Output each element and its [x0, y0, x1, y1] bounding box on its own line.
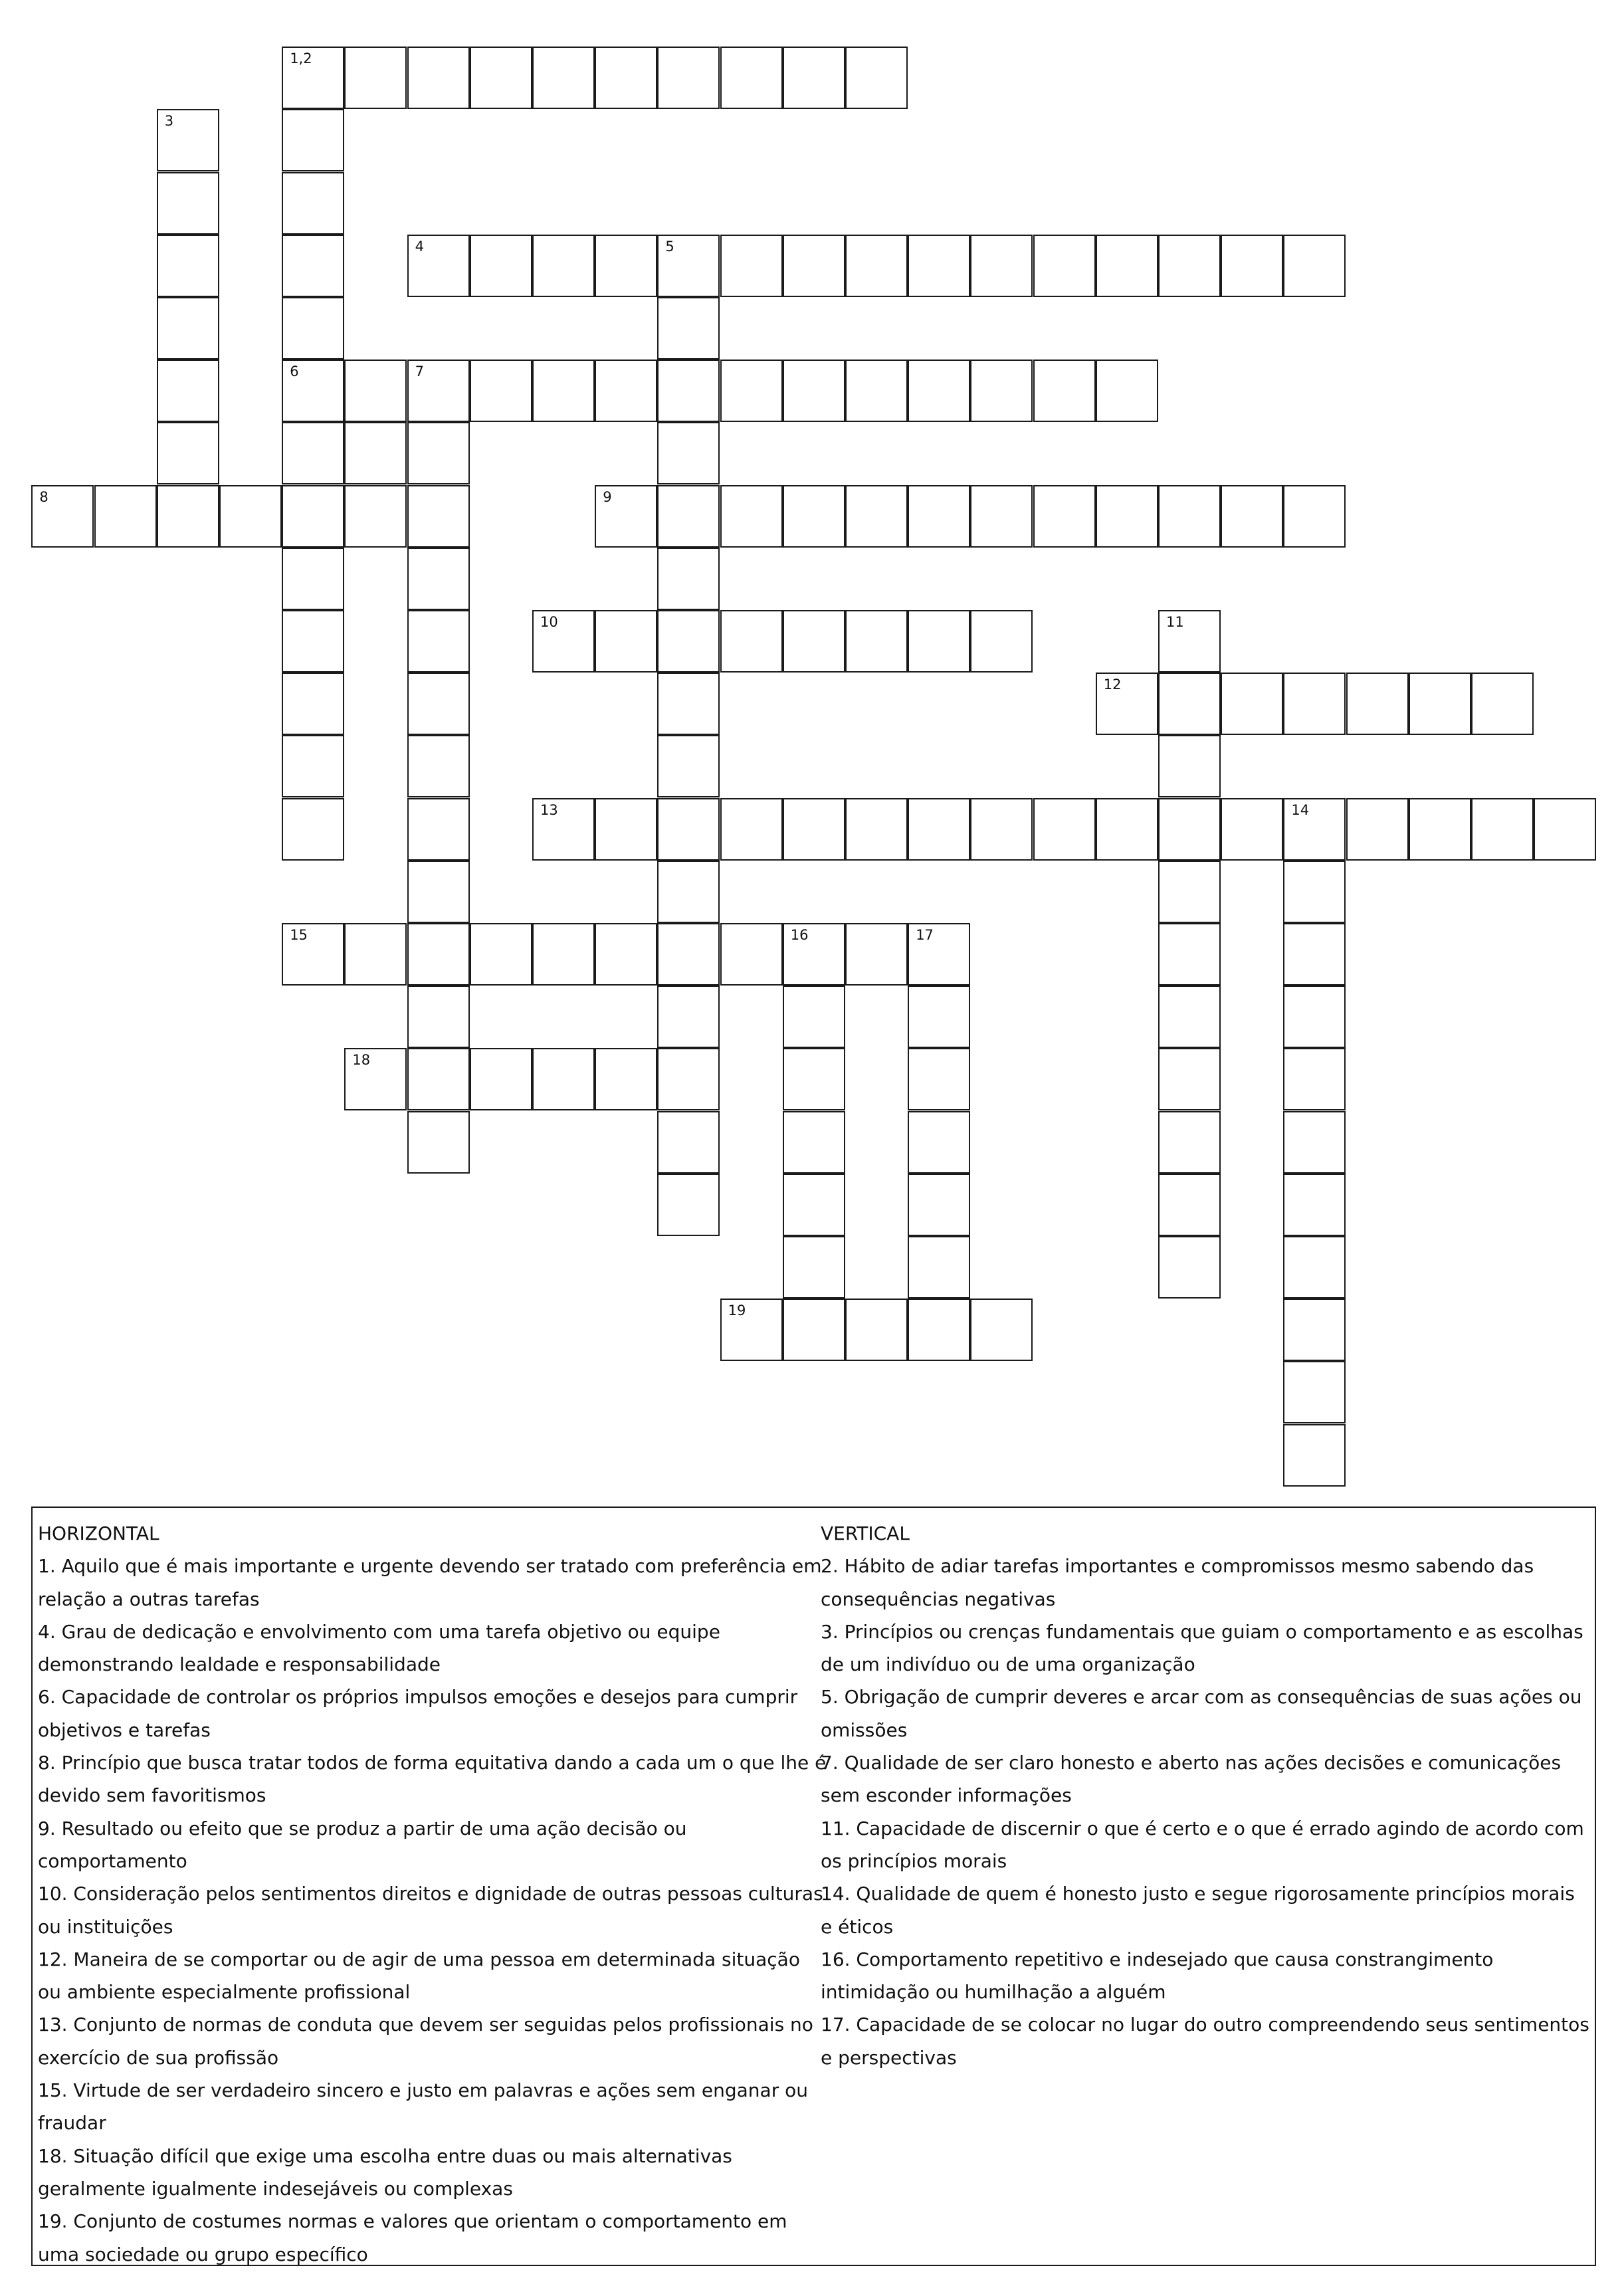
grid-cell[interactable] — [1346, 673, 1409, 735]
grid-cell[interactable] — [282, 172, 344, 235]
grid-cell[interactable] — [1283, 861, 1346, 923]
grid-cell[interactable] — [657, 1174, 720, 1236]
clue-number: 17 — [916, 927, 934, 943]
grid-cell[interactable] — [1221, 798, 1283, 861]
grid-cell[interactable] — [845, 798, 908, 861]
horizontal-clue: 15. Virtude de ser verdadeiro sincero e justo em palavras e ações sem enganar ou fraudar — [38, 2079, 808, 2134]
grid-cell[interactable] — [1096, 360, 1158, 422]
grid-cell[interactable] — [407, 986, 470, 1048]
grid-cell[interactable] — [1283, 485, 1346, 548]
clue-number: 6 — [290, 364, 299, 380]
grid-cell[interactable] — [282, 297, 344, 360]
vertical-clue: 11. Capacidade de discernir o que é certo e o que é errado agindo de acordo com os princípios morais — [821, 1817, 1584, 1872]
horizontal-clue: 1. Aquilo que é mais importante e urgente devendo ser tratado com preferência em relação a outras tarefas — [38, 1555, 822, 1610]
grid-cell[interactable] — [657, 360, 720, 422]
grid-cell[interactable] — [1033, 235, 1096, 297]
grid-cell[interactable] — [845, 235, 908, 297]
vertical-clue: 17. Capacidade de se colocar no lugar do outro compreendendo seus sentimentos e perspectivas — [821, 2014, 1589, 2069]
grid-cell[interactable] — [1096, 485, 1158, 548]
grid-cell[interactable] — [407, 798, 470, 861]
grid-cell[interactable] — [595, 47, 657, 109]
grid-cell[interactable] — [783, 47, 845, 109]
grid-cell[interactable] — [845, 923, 908, 986]
grid-cell[interactable] — [282, 610, 344, 673]
grid-cell[interactable] — [532, 1048, 595, 1110]
horizontal-clue: 8. Princípio que busca tratar todos de forma equitativa dando a cada um o que lhe é devido sem favoritismos — [38, 1752, 827, 1807]
grid-cell[interactable] — [657, 986, 720, 1048]
grid-cell[interactable] — [595, 1048, 657, 1110]
grid-cell[interactable] — [532, 360, 595, 422]
grid-cell[interactable] — [783, 1111, 845, 1174]
grid-cell[interactable] — [1033, 485, 1096, 548]
grid-cell[interactable] — [1158, 485, 1221, 548]
grid-cell[interactable] — [970, 1299, 1033, 1361]
grid-cell[interactable] — [532, 610, 595, 673]
grid-cell[interactable] — [1283, 673, 1346, 735]
grid-cell[interactable] — [157, 235, 219, 297]
grid-cell[interactable] — [657, 861, 720, 923]
grid-cell[interactable] — [1158, 1236, 1221, 1299]
grid-cell[interactable] — [783, 1174, 845, 1236]
grid-cell[interactable] — [720, 1299, 783, 1361]
grid-cell[interactable] — [595, 235, 657, 297]
clue-number: 1,2 — [290, 51, 312, 67]
grid-cell[interactable] — [407, 485, 470, 548]
grid-cell[interactable] — [908, 798, 970, 861]
grid-cell[interactable] — [908, 235, 970, 297]
vertical-clue: 14. Qualidade de quem é honesto justo e segue rigorosamente princípios morais e éticos — [821, 1883, 1575, 1938]
grid-cell[interactable] — [1158, 798, 1221, 861]
grid-cell[interactable] — [845, 1299, 908, 1361]
grid-cell[interactable] — [282, 109, 344, 171]
clue-number: 14 — [1291, 801, 1310, 818]
grid-cell[interactable] — [1283, 1299, 1346, 1361]
grid-cell[interactable] — [657, 923, 720, 986]
horizontal-clues — [38, 1517, 829, 2271]
clue-number: 12 — [1103, 677, 1122, 693]
grid-cell[interactable] — [970, 360, 1033, 422]
vertical-clue: 16. Comportamento repetitivo e indesejado que causa constrangimento intimidação ou humilhação a alguém — [821, 1948, 1494, 2004]
horizontal-clue: 13. Conjunto de normas de conduta que devem ser seguidas pelos profissionais no exercício de sua profissão — [38, 2014, 813, 2069]
grid-cell[interactable] — [31, 485, 94, 548]
grid-cell[interactable] — [282, 47, 344, 109]
grid-cell[interactable] — [1033, 360, 1096, 422]
grid-cell[interactable] — [1158, 673, 1221, 735]
grid-cell[interactable] — [1158, 861, 1221, 923]
grid-cell[interactable] — [783, 1299, 845, 1361]
grid-cell[interactable] — [1221, 235, 1283, 297]
grid-cell[interactable] — [1158, 235, 1221, 297]
grid-cell[interactable] — [783, 360, 845, 422]
horizontal-clue: 6. Capacidade de controlar os próprios impulsos emoções e desejos para cumprir objetivos e tarefas — [38, 1686, 798, 1741]
grid-cell[interactable] — [908, 1048, 970, 1110]
clues-box — [31, 1507, 1596, 2266]
grid-cell[interactable] — [157, 422, 219, 484]
clue-number: 16 — [790, 927, 809, 943]
grid-cell[interactable] — [783, 798, 845, 861]
grid-cell[interactable] — [470, 923, 532, 986]
grid-cell[interactable] — [657, 297, 720, 360]
grid-cell[interactable] — [657, 548, 720, 610]
grid-cell[interactable] — [1221, 673, 1283, 735]
grid-cell[interactable] — [1283, 1111, 1346, 1174]
clue-number: 3 — [164, 113, 174, 130]
grid-cell[interactable] — [407, 360, 470, 422]
grid-cell[interactable] — [407, 735, 470, 797]
grid-cell[interactable] — [595, 485, 657, 548]
grid-cell[interactable] — [657, 673, 720, 735]
grid-cell[interactable] — [1409, 798, 1471, 861]
grid-cell[interactable] — [783, 1236, 845, 1299]
grid-cell[interactable] — [657, 47, 720, 109]
clue-number: 13 — [540, 801, 558, 818]
grid-cell[interactable] — [470, 47, 532, 109]
clue-number: 18 — [352, 1052, 371, 1069]
grid-cell[interactable] — [157, 360, 219, 422]
grid-cell[interactable] — [720, 47, 783, 109]
grid-cell[interactable] — [595, 798, 657, 861]
vertical-clue: 2. Hábito de adiar tarefas importantes e compromissos mesmo sabendo das consequências negativas — [821, 1555, 1534, 1610]
grid-cell[interactable] — [1158, 1048, 1221, 1110]
horizontal-clue: 12. Maneira de se comportar ou de agir de uma pessoa em determinada situação ou ambiente especialmente profissional — [38, 1948, 800, 2004]
grid-cell[interactable] — [1033, 798, 1096, 861]
grid-cell[interactable] — [282, 360, 344, 422]
grid-cell[interactable] — [783, 235, 845, 297]
horizontal-clue: 9. Resultado ou efeito que se produz a partir de uma ação decisão ou comportamento — [38, 1817, 687, 1872]
grid-cell[interactable] — [908, 1236, 970, 1299]
grid-cell[interactable] — [282, 548, 344, 610]
clue-number: 7 — [415, 364, 424, 380]
grid-cell[interactable] — [407, 861, 470, 923]
grid-cell[interactable] — [595, 610, 657, 673]
grid-cell[interactable] — [908, 923, 970, 986]
grid-cell[interactable] — [970, 798, 1033, 861]
grid-cell[interactable] — [219, 485, 282, 548]
grid-cell[interactable] — [720, 923, 783, 986]
grid-cell[interactable] — [94, 485, 157, 548]
vertical-heading: VERTICAL — [821, 1522, 910, 1544]
grid-cell[interactable] — [1158, 610, 1221, 673]
grid-cell[interactable] — [908, 1111, 970, 1174]
grid-cell[interactable] — [344, 422, 407, 484]
grid-cell[interactable] — [908, 1299, 970, 1361]
grid-cell[interactable] — [1158, 1111, 1221, 1174]
clue-number: 9 — [603, 488, 612, 505]
grid-cell[interactable] — [282, 673, 344, 735]
grid-cell[interactable] — [282, 422, 344, 484]
grid-cell[interactable] — [407, 610, 470, 673]
grid-cell[interactable] — [970, 235, 1033, 297]
grid-cell[interactable] — [657, 235, 720, 297]
grid-cell[interactable] — [1346, 798, 1409, 861]
grid-cell[interactable] — [1158, 1174, 1221, 1236]
grid-cell[interactable] — [1283, 986, 1346, 1048]
grid-cell[interactable] — [595, 923, 657, 986]
grid-cell[interactable] — [407, 47, 470, 109]
grid-cell[interactable] — [1283, 798, 1346, 861]
grid-cell[interactable] — [1158, 923, 1221, 986]
horizontal-clue: 18. Situação difícil que exige uma escolha entre duas ou mais alternativas geralmente igualmente indesejáveis ou complexas — [38, 2144, 732, 2200]
grid-cell[interactable] — [845, 360, 908, 422]
grid-cell[interactable] — [783, 610, 845, 673]
grid-cell[interactable] — [1283, 1236, 1346, 1299]
grid-cell[interactable] — [282, 735, 344, 797]
grid-cell[interactable] — [657, 798, 720, 861]
grid-cell[interactable] — [783, 986, 845, 1048]
grid-cell[interactable] — [1158, 735, 1221, 797]
grid-cell[interactable] — [344, 360, 407, 422]
grid-cell[interactable] — [657, 1048, 720, 1110]
grid-cell[interactable] — [470, 235, 532, 297]
horizontal-clue: 10. Consideração pelos sentimentos direitos e dignidade de outras pessoas culturas ou instituições — [38, 1883, 823, 1938]
grid-cell[interactable] — [783, 485, 845, 548]
grid-cell[interactable] — [908, 485, 970, 548]
horizontal-clue: 4. Grau de dedicação e envolvimento com uma tarefa objetivo ou equipe demonstrando lealdade e responsabilidade — [38, 1620, 720, 1676]
vertical-clue: 3. Princípios ou crenças fundamentais que guiam o comportamento e as escolhas de um indivíduo ou de uma organização — [821, 1620, 1583, 1676]
grid-cell[interactable] — [344, 47, 407, 109]
grid-cell[interactable] — [595, 360, 657, 422]
grid-cell[interactable] — [845, 47, 908, 109]
grid-cell[interactable] — [407, 923, 470, 986]
clue-number: 10 — [540, 614, 558, 630]
grid-cell[interactable] — [157, 297, 219, 360]
grid-cell[interactable] — [407, 1048, 470, 1110]
grid-cell[interactable] — [657, 422, 720, 484]
grid-cell[interactable] — [407, 673, 470, 735]
grid-cell[interactable] — [720, 798, 783, 861]
grid-cell[interactable] — [407, 1111, 470, 1174]
grid-cell[interactable] — [1283, 1361, 1346, 1423]
vertical-clues — [821, 1517, 1591, 2074]
clue-number: 8 — [39, 488, 49, 505]
grid-cell[interactable] — [282, 485, 344, 548]
grid-cell[interactable] — [1283, 923, 1346, 986]
grid-cell[interactable] — [783, 1048, 845, 1110]
grid-cell[interactable] — [1221, 485, 1283, 548]
grid-cell[interactable] — [1283, 235, 1346, 297]
grid-cell[interactable] — [282, 235, 344, 297]
grid-cell[interactable] — [157, 485, 219, 548]
grid-cell[interactable] — [908, 986, 970, 1048]
grid-cell[interactable] — [657, 1111, 720, 1174]
grid-cell[interactable] — [532, 798, 595, 861]
grid-cell[interactable] — [657, 735, 720, 797]
grid-cell[interactable] — [845, 485, 908, 548]
grid-cell[interactable] — [532, 47, 595, 109]
grid-cell[interactable] — [157, 172, 219, 235]
horizontal-heading: HORIZONTAL — [38, 1522, 159, 1544]
grid-cell[interactable] — [1283, 1174, 1346, 1236]
grid-cell[interactable] — [657, 610, 720, 673]
grid-cell[interactable] — [1471, 798, 1534, 861]
grid-cell[interactable] — [720, 485, 783, 548]
grid-cell[interactable] — [970, 485, 1033, 548]
grid-cell[interactable] — [282, 923, 344, 986]
clue-number: 15 — [290, 927, 308, 943]
grid-cell[interactable] — [783, 923, 845, 986]
horizontal-clue: 19. Conjunto de costumes normas e valores que orientam o comportamento em uma sociedade ou grupo específico — [38, 2210, 787, 2265]
grid-cell[interactable] — [845, 610, 908, 673]
grid-cell[interactable] — [1283, 1048, 1346, 1110]
grid-cell[interactable] — [532, 923, 595, 986]
grid-cell[interactable] — [407, 235, 470, 297]
grid-cell[interactable] — [720, 360, 783, 422]
grid-cell[interactable] — [657, 485, 720, 548]
grid-cell[interactable] — [470, 1048, 532, 1110]
grid-cell[interactable] — [908, 1174, 970, 1236]
clue-number: 5 — [665, 238, 674, 255]
grid-cell[interactable] — [470, 360, 532, 422]
grid-cell[interactable] — [344, 1048, 407, 1110]
clue-number: 19 — [728, 1302, 746, 1319]
grid-cell[interactable] — [407, 422, 470, 484]
grid-cell[interactable] — [344, 485, 407, 548]
vertical-clue: 7. Qualidade de ser claro honesto e aberto nas ações decisões e comunicações sem esconder informações — [821, 1752, 1562, 1807]
grid-cell[interactable] — [407, 548, 470, 610]
grid-cell[interactable] — [532, 235, 595, 297]
grid-cell[interactable] — [1471, 673, 1534, 735]
grid-cell[interactable] — [908, 610, 970, 673]
grid-cell[interactable] — [282, 798, 344, 861]
vertical-clue: 5. Obrigação de cumprir deveres e arcar com as consequências de suas ações ou omissões — [821, 1686, 1582, 1741]
grid-cell[interactable] — [908, 360, 970, 422]
grid-cell[interactable] — [720, 610, 783, 673]
grid-cell[interactable] — [157, 109, 219, 171]
grid-cell[interactable] — [1096, 673, 1158, 735]
clue-number: 4 — [415, 238, 424, 255]
grid-cell[interactable] — [1409, 673, 1471, 735]
clue-number: 11 — [1166, 614, 1184, 630]
grid-cell[interactable] — [1158, 986, 1221, 1048]
grid-cell[interactable] — [1283, 1424, 1346, 1487]
grid-cell[interactable] — [344, 923, 407, 986]
grid-cell[interactable] — [1096, 235, 1158, 297]
grid-cell[interactable] — [1534, 798, 1596, 861]
grid-cell[interactable] — [970, 610, 1033, 673]
grid-cell[interactable] — [1096, 798, 1158, 861]
grid-cell[interactable] — [720, 235, 783, 297]
